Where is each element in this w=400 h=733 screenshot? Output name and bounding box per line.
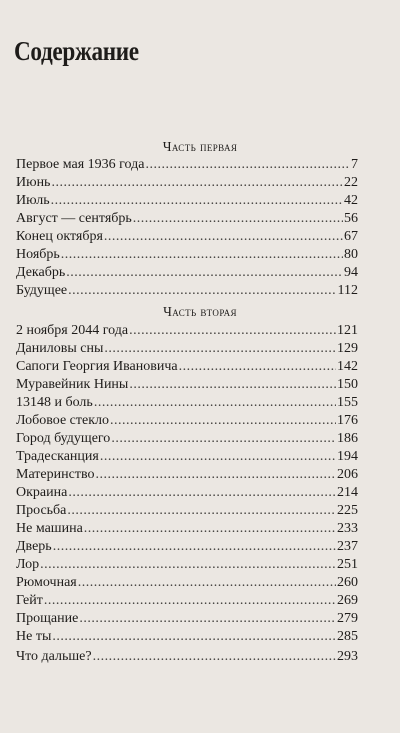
dot-leader <box>51 174 343 192</box>
toc-entry-title: Июнь <box>16 175 51 190</box>
toc-entry[interactable] <box>16 448 358 466</box>
toc-entry-title: Гейт <box>16 593 43 608</box>
toc-entry-title: Конец октября <box>16 229 103 244</box>
toc-entry-title: Не машина <box>16 521 83 536</box>
toc-entry-page: 186 <box>337 431 358 446</box>
toc-entry-title: 2 ноября 2044 года <box>16 323 129 338</box>
toc-entry[interactable] <box>16 430 358 448</box>
toc-entry-page: 225 <box>337 503 358 518</box>
toc-entry-page: 155 <box>337 395 358 410</box>
toc-entry-title: Лор <box>16 557 40 572</box>
dot-leader <box>66 264 343 282</box>
toc-entry[interactable] <box>16 466 358 484</box>
toc-entry[interactable] <box>16 538 358 556</box>
toc-entry[interactable] <box>16 574 358 592</box>
dot-leader <box>95 466 336 484</box>
dot-leader <box>61 246 343 264</box>
part-two-list <box>16 322 358 646</box>
toc-entry[interactable] <box>16 210 358 228</box>
part-two-heading: Часть вторая <box>163 304 237 319</box>
dot-leader <box>40 556 336 574</box>
toc-entry-page: 269 <box>337 593 358 608</box>
toc-entry-page: 150 <box>337 377 358 392</box>
toc-entry-page: 142 <box>337 359 358 374</box>
toc-entry[interactable] <box>16 502 358 520</box>
dot-leader <box>104 228 343 246</box>
dot-leader <box>67 502 336 520</box>
toc-entry-title: Август — сентябрь <box>16 211 132 226</box>
dot-leader <box>100 448 336 466</box>
toc-entry[interactable] <box>16 156 358 174</box>
dot-leader <box>44 592 336 610</box>
toc-entry-title: Ноябрь <box>16 247 60 262</box>
toc-entry-page: 67 <box>344 229 358 244</box>
toc-entry[interactable] <box>16 358 358 376</box>
toc-entry[interactable] <box>16 610 358 628</box>
toc-entry-page: 7 <box>351 157 358 172</box>
dot-leader <box>52 628 336 646</box>
toc-entry-page: 279 <box>337 611 358 626</box>
toc-entry[interactable] <box>16 556 358 574</box>
toc-entry-page: 237 <box>337 539 358 554</box>
toc-entry-page: 285 <box>337 629 358 644</box>
toc-entry-title: Город будущего <box>16 431 111 446</box>
toc-entry-title: Даниловы сны <box>16 341 104 356</box>
toc-entry-title: Что дальше? <box>16 649 92 664</box>
toc-entry-title: Лобовое стекло <box>16 413 110 428</box>
dot-leader <box>78 574 336 592</box>
toc-entry-page: 22 <box>344 175 358 190</box>
toc-entry[interactable] <box>16 394 358 412</box>
toc-entry-page: 94 <box>344 265 358 280</box>
dot-leader <box>111 430 336 448</box>
toc-entry-page: 121 <box>337 323 358 338</box>
dot-leader <box>84 520 336 538</box>
toc-entry-title: Муравейник Нины <box>16 377 129 392</box>
toc-entry[interactable] <box>16 282 358 300</box>
toc-entry-title: Декабрь <box>16 265 66 280</box>
part-one-heading: Часть первая <box>162 139 238 154</box>
dot-leader <box>93 648 336 666</box>
toc-entry-title: Не ты <box>16 629 52 644</box>
dot-leader <box>79 610 336 628</box>
dot-leader <box>68 282 336 300</box>
dot-leader <box>133 210 343 228</box>
toc-entry[interactable] <box>16 192 358 210</box>
part-one-list <box>16 156 358 300</box>
toc-entry-title: Материнство <box>16 467 95 482</box>
toc-entry-page: 233 <box>337 521 358 536</box>
toc-entry-page: 260 <box>337 575 358 590</box>
dot-leader <box>53 538 336 556</box>
toc-entry-page: 194 <box>337 449 358 464</box>
toc-entry-title: Первое мая 1936 года <box>16 157 145 172</box>
toc-entry-title: Окраина <box>16 485 68 500</box>
toc-entry-afterword[interactable] <box>16 648 358 666</box>
toc-entry[interactable] <box>16 484 358 502</box>
toc-entry[interactable] <box>16 264 358 282</box>
toc-entry[interactable] <box>16 412 358 430</box>
toc-entry-page: 80 <box>344 247 358 262</box>
toc-entry-page: 251 <box>337 557 358 572</box>
dot-leader <box>51 192 343 210</box>
toc-entry-title: Прощание <box>16 611 79 626</box>
toc-entry-title: Сапоги Георгия Ивановича <box>16 359 178 374</box>
toc-entry[interactable] <box>16 174 358 192</box>
dot-leader <box>179 358 336 376</box>
toc-entry-page: 214 <box>337 485 358 500</box>
toc-entry[interactable] <box>16 246 358 264</box>
dot-leader <box>94 394 336 412</box>
page-title: Содержание <box>14 36 139 66</box>
toc-entry-title: Будущее <box>16 283 68 298</box>
toc-entry-title: Просьба <box>16 503 67 518</box>
dot-leader <box>68 484 336 502</box>
toc-entry-page: 56 <box>344 211 358 226</box>
toc-entry-title: 13148 и боль <box>16 395 93 410</box>
dot-leader <box>145 156 350 174</box>
dot-leader <box>104 340 336 358</box>
toc-entry-page: 293 <box>337 649 358 664</box>
toc-entry[interactable] <box>16 322 358 340</box>
dot-leader <box>129 322 336 340</box>
dot-leader <box>110 412 336 430</box>
toc-entry-page: 206 <box>337 467 358 482</box>
toc-entry-title: Традесканция <box>16 449 99 464</box>
toc-entry-page: 42 <box>344 193 358 208</box>
toc-entry[interactable] <box>16 520 358 538</box>
toc-entry[interactable] <box>16 228 358 246</box>
toc-entry[interactable] <box>16 592 358 610</box>
afterword-list <box>16 648 358 666</box>
toc-entry-title: Рюмочная <box>16 575 77 590</box>
toc-entry[interactable] <box>16 340 358 358</box>
dot-leader <box>129 376 336 394</box>
toc-entry-page: 129 <box>337 341 358 356</box>
toc-entry-page: 112 <box>337 283 358 298</box>
toc-entry-title: Июль <box>16 193 50 208</box>
toc-entry-page: 176 <box>337 413 358 428</box>
toc-entry-title: Дверь <box>16 539 52 554</box>
toc-entry[interactable] <box>16 628 358 646</box>
toc-entry[interactable] <box>16 376 358 394</box>
